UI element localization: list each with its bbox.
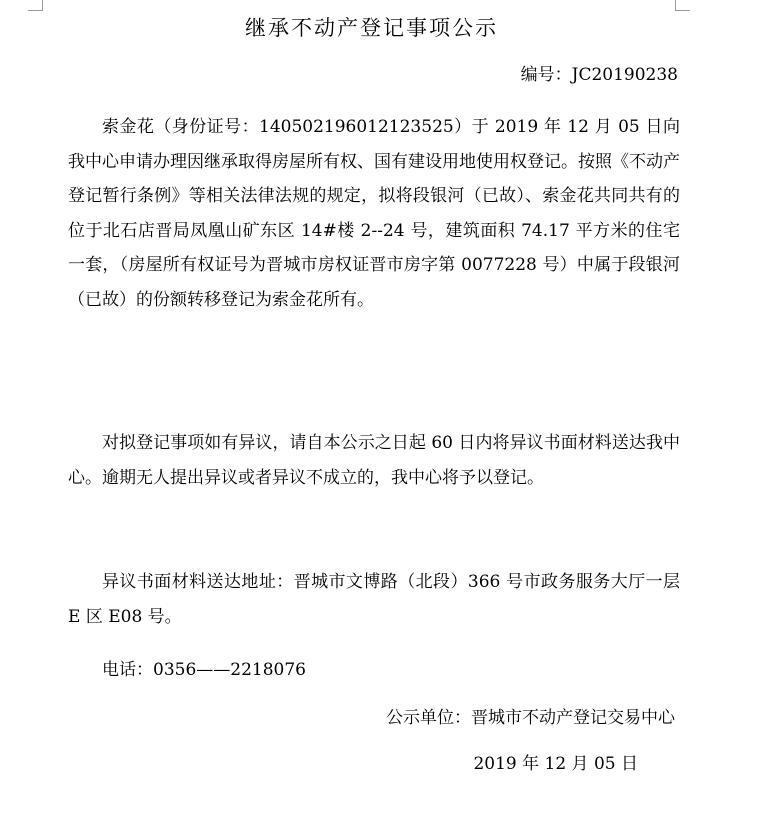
publisher-name: 公示单位：晋城市不动产登记交易中心 [386,708,675,728]
paragraph-application: 索金花（身份证号：140502196012123525）于 2019 年 12 月 05 日向我中心申请办理因继承取得房屋所有权、国有建设用地使用权登记。按照《不动产登记暂行条例》等相关法律法规的规定，拟将段银河（已故）、索金花共同共有的位于北石店晋局凤凰山矿东区 14#楼 2--24 号，建筑面积 74.17 平方米的住宅一套，（房屋所有权证号为晋城市房权证晋市房字第 0077228 号）中属于段银河（已故）的份额转移登记为索金花所有。 [68,117,680,310]
page-corner-mark-right [675,0,690,11]
page-corner-mark-left [28,0,43,11]
document-title: 继承不动产登记事项公示 [245,16,498,40]
paragraph-objection: 对拟登记事项如有异议，请自本公示之日起 60 日内将异议书面材料送达我中心。逾期无人提出异议或者异议不成立的，我中心将予以登记。 [68,433,680,488]
contact-phone: 电话：0356——2218076 [102,660,306,680]
paragraph-address: 异议书面材料送达地址：晋城市文博路（北段）366 号市政务服务大厅一层 E 区 E08 号。 [68,572,680,627]
document-number: 编号：JC20190238 [520,65,678,85]
publish-date: 2019 年 12 月 05 日 [473,754,638,774]
